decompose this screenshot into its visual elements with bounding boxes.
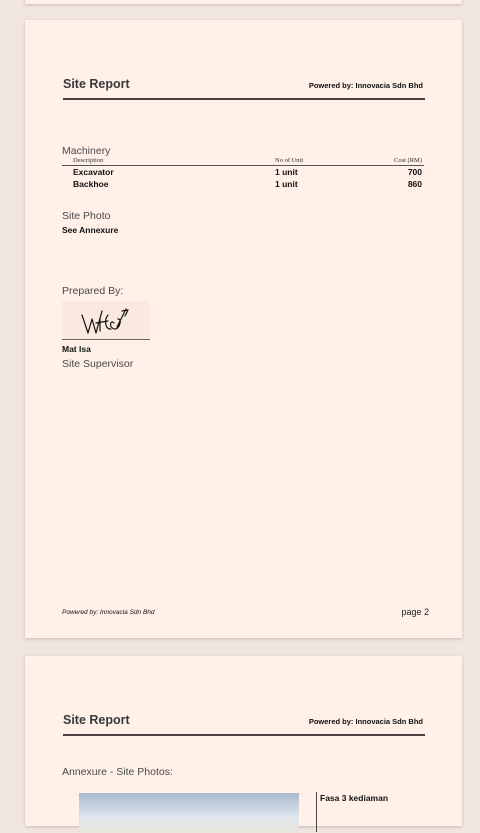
powered-by-label: Powered by: Innovacia Sdn Bhd (308, 81, 423, 90)
site-photo-image (79, 793, 299, 833)
table-row (62, 166, 424, 179)
table-header-row (62, 157, 424, 166)
report-page-2 (25, 20, 462, 638)
machinery-table (62, 157, 424, 190)
machine-description: Excavator (73, 167, 114, 177)
site-photo-heading: Site Photo (62, 210, 111, 222)
page-number: page 2 (401, 607, 429, 617)
report-title: Site Report (63, 713, 130, 727)
machine-units: 1 unit (275, 179, 298, 189)
report-title: Site Report (63, 77, 130, 91)
machine-description: Backhoe (73, 179, 109, 189)
previous-page-edge (25, 0, 462, 4)
signature-image (62, 301, 150, 340)
annexure-heading: Annexure - Site Photos: (62, 766, 173, 778)
powered-by-label: Powered by: Innovacia Sdn Bhd (308, 717, 423, 726)
photo-caption: Fasa 3 kediaman (320, 793, 389, 803)
column-header-description: Description (62, 157, 275, 166)
prepared-by-heading: Prepared By: (62, 285, 124, 297)
site-photo-value: See Annexure (62, 225, 119, 235)
column-header-units: No of Unit (275, 157, 355, 166)
caption-divider (316, 792, 317, 832)
report-page-3 (25, 656, 462, 826)
machine-cost: 860 (407, 179, 422, 189)
footer-powered-by: Powered by: Innovacia Sdn Bhd (62, 609, 155, 616)
page-header (63, 76, 425, 100)
column-header-cost: Cost (RM) (355, 157, 424, 166)
signature-mark (78, 305, 138, 337)
machinery-heading: Machinery (62, 145, 111, 157)
preparer-role: Site Supervisor (62, 358, 134, 370)
preparer-name: Mat Isa (62, 344, 91, 354)
machine-cost: 700 (407, 167, 422, 177)
table-row (62, 178, 424, 190)
machine-units: 1 unit (275, 167, 298, 177)
page-header (63, 712, 425, 736)
